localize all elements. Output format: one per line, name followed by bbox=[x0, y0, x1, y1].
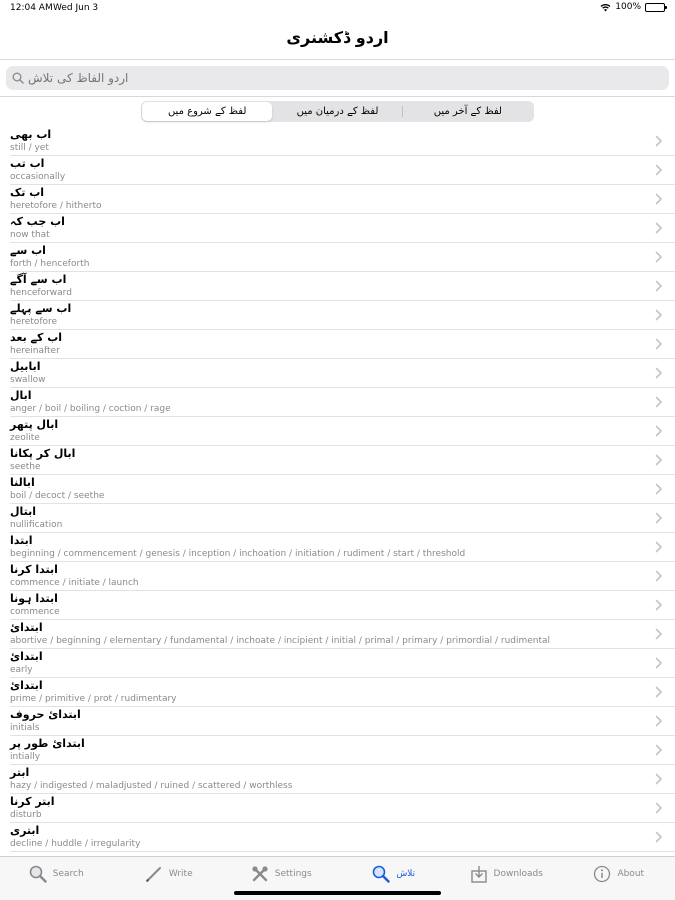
chevron-right-icon bbox=[655, 599, 663, 611]
entry-word: ابتال bbox=[10, 505, 37, 518]
list-item[interactable] bbox=[10, 504, 675, 533]
list-item[interactable] bbox=[10, 388, 675, 417]
list-item[interactable] bbox=[10, 765, 675, 794]
list-item[interactable] bbox=[10, 417, 675, 446]
entry-word: ابتدائ حروف bbox=[10, 708, 81, 721]
search-input[interactable] bbox=[28, 71, 628, 85]
download-tray-icon bbox=[470, 865, 488, 883]
list-item[interactable] bbox=[10, 127, 675, 156]
navigation-bar bbox=[0, 18, 675, 60]
entry-meaning: anger / boil / boiling / coction / rage bbox=[10, 404, 171, 414]
list-item[interactable] bbox=[10, 620, 675, 649]
entry-word: ابتدائ bbox=[10, 621, 43, 634]
home-indicator bbox=[234, 891, 441, 895]
magnifier-icon bbox=[372, 865, 390, 883]
segment-contains[interactable]: لفظ کے درمیان میں bbox=[272, 102, 402, 121]
list-item[interactable] bbox=[10, 272, 675, 301]
entry-meaning: swallow bbox=[10, 375, 46, 385]
entry-word: اب بھی bbox=[10, 128, 52, 141]
entry-word: ابتر bbox=[10, 766, 30, 779]
entry-word: اب تب bbox=[10, 157, 45, 170]
chevron-right-icon bbox=[655, 831, 663, 843]
entry-meaning: boil / decoct / seethe bbox=[10, 491, 105, 501]
status-bar bbox=[0, 0, 675, 18]
tab-about-label: About bbox=[617, 868, 645, 879]
tab-downloads[interactable] bbox=[450, 857, 563, 900]
entry-word: ابال کر پکانا bbox=[10, 447, 76, 460]
list-item[interactable] bbox=[10, 533, 675, 562]
entry-meaning: now that bbox=[10, 230, 50, 240]
entry-word: ابتر کرنا bbox=[10, 795, 55, 808]
chevron-right-icon bbox=[655, 425, 663, 437]
chevron-right-icon bbox=[655, 338, 663, 350]
entry-word: ابتدائ bbox=[10, 679, 43, 692]
status-right bbox=[600, 2, 665, 12]
entry-meaning: disturb bbox=[10, 810, 42, 820]
entry-meaning: commence / initiate / launch bbox=[10, 578, 139, 588]
list-item[interactable] bbox=[10, 214, 675, 243]
entry-word: اب جب کہ bbox=[10, 215, 65, 228]
chevron-right-icon bbox=[655, 541, 663, 553]
entry-word: ابتدائ طور پر bbox=[10, 737, 85, 750]
chevron-right-icon bbox=[655, 396, 663, 408]
chevron-right-icon bbox=[655, 280, 663, 292]
list-item[interactable] bbox=[10, 330, 675, 359]
chevron-right-icon bbox=[655, 715, 663, 727]
list-item[interactable] bbox=[10, 446, 675, 475]
entry-meaning: occasionally bbox=[10, 172, 66, 182]
entry-meaning: commence bbox=[10, 607, 60, 617]
entry-meaning: zeolite bbox=[10, 433, 40, 443]
chevron-right-icon bbox=[655, 135, 663, 147]
entry-meaning: still / yet bbox=[10, 143, 49, 153]
segment-starts-with[interactable]: لفظ کے شروع میں bbox=[142, 102, 272, 121]
info-icon bbox=[593, 865, 611, 883]
entry-meaning: seethe bbox=[10, 462, 41, 472]
entry-meaning: nullification bbox=[10, 520, 63, 530]
search-bar bbox=[0, 60, 675, 97]
entry-word: اب سے آگے bbox=[10, 273, 67, 286]
tab-write[interactable] bbox=[113, 857, 226, 900]
search-field[interactable] bbox=[6, 66, 669, 90]
tab-settings-label: Settings bbox=[274, 868, 312, 879]
chevron-right-icon bbox=[655, 222, 663, 234]
chevron-right-icon bbox=[655, 164, 663, 176]
entry-word: ابتدا bbox=[10, 534, 33, 547]
match-position-segmented-control bbox=[141, 101, 534, 122]
entry-word: ابال پتھر bbox=[10, 418, 59, 431]
battery-percent: 100% bbox=[615, 2, 641, 12]
list-item[interactable] bbox=[10, 185, 675, 214]
chevron-right-icon bbox=[655, 193, 663, 205]
list-item[interactable] bbox=[10, 156, 675, 185]
tab-downloads-label: Downloads bbox=[493, 868, 543, 879]
tab-urdu-search-label: تلاش bbox=[396, 868, 416, 879]
entry-meaning: abortive / beginning / elementary / fundamental / inchoate / incipient / initial / primal / primary / primordial / rudimental bbox=[10, 636, 551, 646]
status-date: Wed Jun 3 bbox=[53, 3, 99, 13]
entry-word: اب سے پہلے bbox=[10, 302, 72, 315]
chevron-right-icon bbox=[655, 512, 663, 524]
entry-word: ابال bbox=[10, 389, 32, 402]
chevron-right-icon bbox=[655, 686, 663, 698]
wifi-icon bbox=[600, 3, 611, 12]
list-item[interactable] bbox=[10, 475, 675, 504]
chevron-right-icon bbox=[655, 744, 663, 756]
list-item[interactable] bbox=[10, 243, 675, 272]
entry-meaning: intially bbox=[10, 752, 41, 762]
chevron-right-icon bbox=[655, 628, 663, 640]
list-item[interactable] bbox=[10, 591, 675, 620]
list-item[interactable] bbox=[10, 794, 675, 823]
list-item[interactable] bbox=[10, 823, 675, 852]
list-item[interactable] bbox=[10, 736, 675, 765]
entry-meaning: henceforward bbox=[10, 288, 72, 298]
list-item[interactable] bbox=[10, 707, 675, 736]
chevron-right-icon bbox=[655, 483, 663, 495]
entry-meaning: prime / primitive / prot / rudimentary bbox=[10, 694, 177, 704]
entry-word: ابابیل bbox=[10, 360, 41, 373]
entry-meaning: decline / huddle / irregularity bbox=[10, 839, 141, 849]
entry-meaning: hazy / indigested / maladjusted / ruined / scattered / worthless bbox=[10, 781, 293, 791]
chevron-right-icon bbox=[655, 367, 663, 379]
search-icon bbox=[12, 72, 24, 84]
entry-meaning: hereinafter bbox=[10, 346, 60, 356]
status-time: 12:04 AM bbox=[10, 3, 53, 13]
entry-meaning: heretofore bbox=[10, 317, 58, 327]
chevron-right-icon bbox=[655, 802, 663, 814]
entry-word: ابالنا bbox=[10, 476, 35, 489]
tab-write-label: Write bbox=[168, 868, 193, 879]
entry-meaning: initials bbox=[10, 723, 40, 733]
entry-word: اب سے bbox=[10, 244, 46, 257]
segment-ends-with[interactable]: لفظ کے آخر میں bbox=[433, 106, 502, 117]
tab-about[interactable] bbox=[563, 857, 675, 900]
word-list bbox=[0, 127, 675, 856]
pencil-icon bbox=[145, 865, 163, 883]
entry-word: اب تک bbox=[10, 186, 45, 199]
entry-meaning: forth / henceforth bbox=[10, 259, 90, 269]
entry-meaning: beginning / commencement / genesis / inception / inchoation / initiation / rudiment / start / threshold bbox=[10, 549, 466, 559]
battery-icon bbox=[645, 3, 665, 12]
tools-icon bbox=[251, 865, 269, 883]
entry-meaning: heretofore / hitherto bbox=[10, 201, 102, 211]
list-item[interactable] bbox=[10, 649, 675, 678]
list-item[interactable] bbox=[10, 359, 675, 388]
entry-word: ابتری bbox=[10, 824, 40, 837]
entry-word: ابتدا ہونا bbox=[10, 592, 58, 605]
magnifier-icon bbox=[29, 865, 47, 883]
entry-word: اب کے بعد bbox=[10, 331, 63, 344]
list-item[interactable] bbox=[10, 678, 675, 707]
chevron-right-icon bbox=[655, 657, 663, 669]
entry-word: ابتدا کرنا bbox=[10, 563, 58, 576]
tab-search-label: Search bbox=[52, 868, 84, 879]
list-item[interactable] bbox=[10, 562, 675, 591]
page-title: اردو ڈکشنری bbox=[286, 28, 389, 47]
entry-meaning: early bbox=[10, 665, 33, 675]
chevron-right-icon bbox=[655, 570, 663, 582]
entry-word: ابتدائ bbox=[10, 650, 43, 663]
list-item[interactable] bbox=[10, 301, 675, 330]
chevron-right-icon bbox=[655, 309, 663, 321]
chevron-right-icon bbox=[655, 773, 663, 785]
tab-search[interactable] bbox=[0, 857, 113, 900]
chevron-right-icon bbox=[655, 251, 663, 263]
chevron-right-icon bbox=[655, 454, 663, 466]
